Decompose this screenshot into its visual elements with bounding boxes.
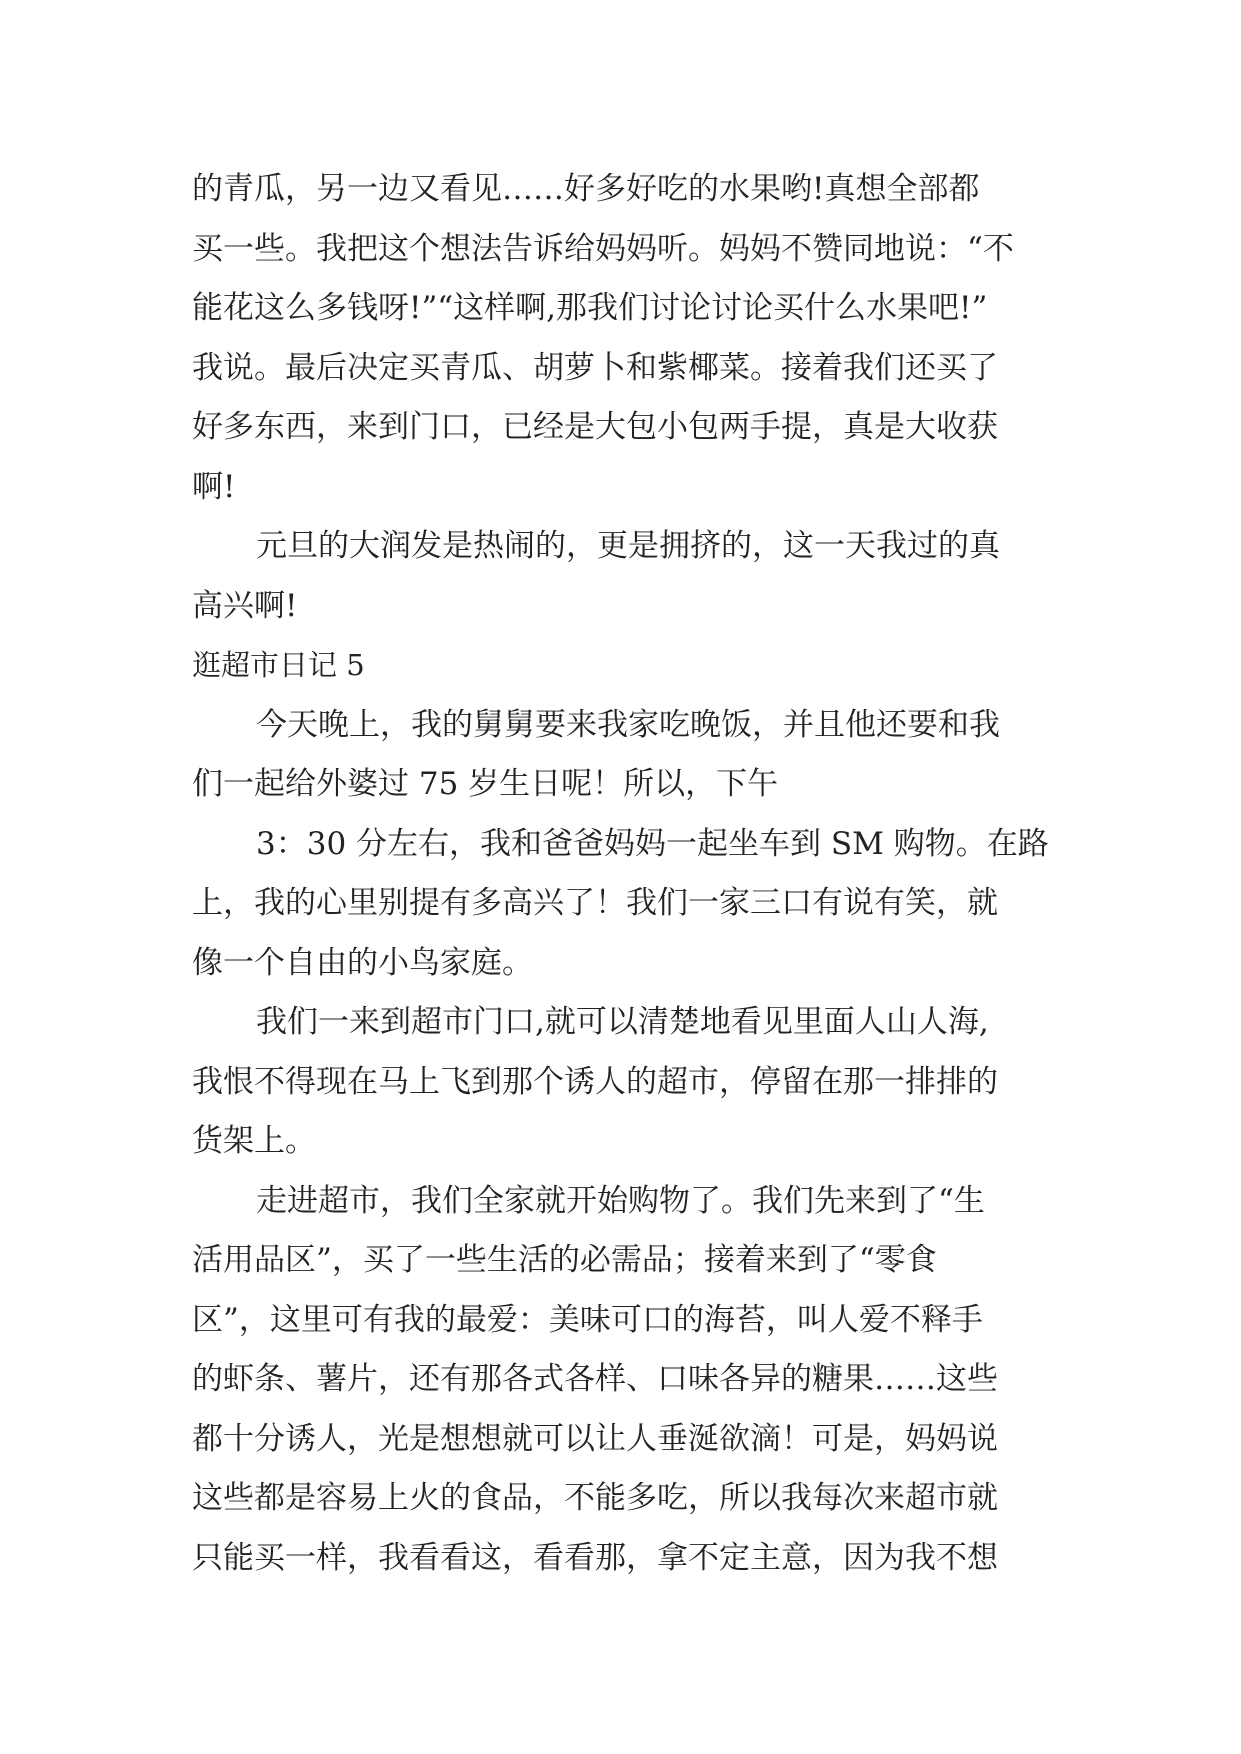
paragraph-start-line: 元旦的大润发是热闹的，更是拥挤的，这一天我过的真: [256, 528, 1000, 564]
text-line: 像一个自由的小鸟家庭。: [192, 944, 533, 981]
text-line: 活用品区”，买了一些生活的必需品；接着来到了“零食: [192, 1242, 937, 1278]
paragraph-start-line: 今天晚上，我的舅舅要来我家吃晚饭，并且他还要和我: [256, 706, 1000, 743]
paragraph-start-line: 走进超市，我们全家就开始购物了。我们先来到了“生: [256, 1182, 985, 1219]
text-line: 好多东西，来到门口，已经是大包小包两手提，真是大收获: [192, 409, 998, 445]
paragraph-start-line: 我们一来到超市门口,就可以清楚地看见里面人山人海,: [256, 1004, 989, 1040]
text-line: 这些都是容易上火的食品，不能多吃，所以我每次来超市就: [192, 1480, 998, 1516]
text-line: 区”，这里可有我的最爱：美味可口的海苔，叫人爱不释手: [192, 1301, 983, 1338]
text-line: 买一些。我把这个想法告诉给妈妈听。妈妈不赞同地说：“不: [192, 230, 1014, 267]
document-body: [192, 160, 1052, 1588]
text-line: 我说。最后决定买青瓜、胡萝卜和紫椰菜。接着我们还买了: [192, 349, 998, 386]
text-line: 货架上。: [192, 1123, 316, 1159]
text-line: 都十分诱人，光是想想就可以让人垂涎欲滴！可是，妈妈说: [192, 1420, 998, 1457]
text-line: 们一起给外婆过 75 岁生日呢！所以，下午: [192, 766, 779, 802]
paragraph-start-line: 3：30 分左右，我和爸爸妈妈一起坐车到 SM 购物。在路: [256, 825, 1049, 862]
section-heading: 逛超市日记 5: [192, 648, 365, 682]
text-line: 啊!: [192, 468, 236, 505]
text-line: 只能买一样，我看看这，看看那，拿不定主意，因为我不想: [192, 1539, 998, 1576]
text-line: 上，我的心里别提有多高兴了！我们一家三口有说有笑，就: [192, 885, 998, 921]
text-line: 能花这么多钱呀!”“这样啊,那我们讨论讨论买什么水果吧!”: [192, 290, 988, 326]
text-line: 的虾条、薯片，还有那各式各样、口味各异的糖果……这些: [192, 1361, 998, 1397]
text-line: 的青瓜，另一边又看见……好多好吃的水果哟!真想全部都: [192, 171, 980, 207]
text-line: 高兴啊!: [192, 587, 298, 624]
text-line: 我恨不得现在马上飞到那个诱人的超市，停留在那一排排的: [192, 1063, 998, 1100]
